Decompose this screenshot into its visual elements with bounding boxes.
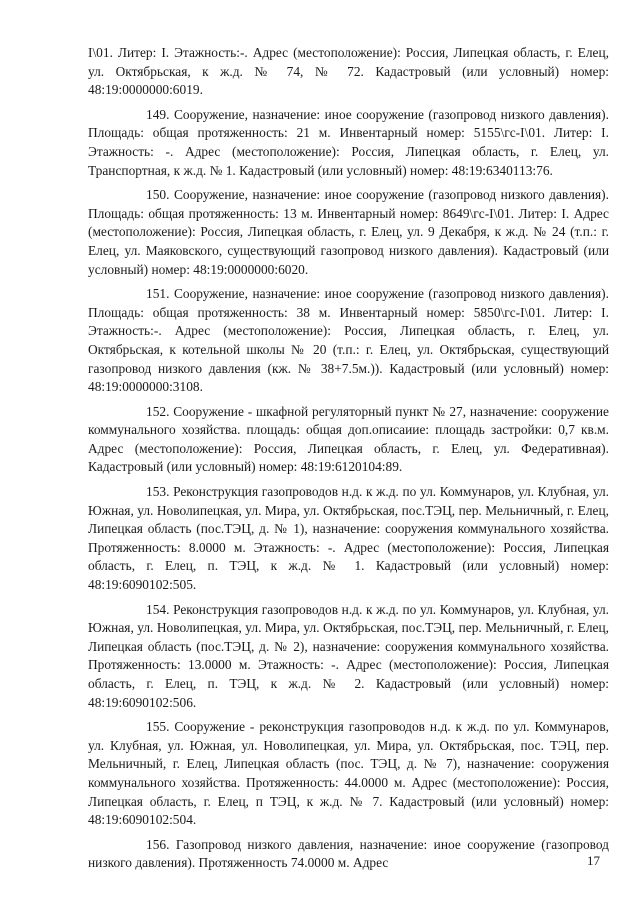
paragraph-item-153: 153. Реконструкция газопроводов н.д. к ж.д. по ул. Коммунаров, ул. Клубная, ул. Южная, ул. Новолипецкая, ул. Мира, ул. Октябрьская, пос.ТЭЦ, пер. Мельничный, г. Елец, Липецкая область (пос.ТЭЦ, д. № 1), назначение: сооружения коммунального хозяйства. Протяженность: 8.0000 м. Этажность: -. Адрес (местоположение): Россия, Липецкая область, г. Елец, п. ТЭЦ, к ж.д. № 1. Кадастровый (или условный) номер: 48:19:6090102:505. (88, 484, 609, 593)
document-body (88, 44, 609, 879)
paragraph-item-150: 150. Сооружение, назначение: иное сооружение (газопровод низкого давления). Площадь: общая протяженность: 13 м. Инвентарный номер: 8649\гс-I\01. Литер: I. Адрес (местоположение): Россия, Липецкая область, г. Елец, ул. 9 Декабря, к ж.д. № 24 (т.п.: г. Елец, ул. Маяковского, существующий газопровод низкого давления). Кадастровый (или условный) номер: 48:19:0000000:6020. (88, 187, 609, 277)
paragraph-item-149: 149. Сооружение, назначение: иное сооружение (газопровод низкого давления). Площадь: общая протяженность: 21 м. Инвентарный номер: 5155\гс-I\01. Литер: I. Этажность: -. Адрес (местоположение): Россия, Липецкая область, г. Елец, ул. Транспортная, к ж.д. № 1. Кадастровый (или условный) номер: 48:19:6340113:76. (88, 106, 609, 178)
paragraph-item-152: 152. Сооружение - шкафной регуляторный пункт № 27, назначение: сооружение коммунального хозяйства. площадь: общая доп.описаиие: площадь застройки: 0,7 кв.м. Адрес (местоположение): Россия, Липецкая область, г. Елец, ул. Федеративная). Кадастровый (или условный) номер: 48:19:6120104:89. (88, 403, 609, 475)
paragraph-continuation: I\01. Литер: I. Этажность:-. Адрес (местоположение): Россия, Липецкая область, г. Елец, ул. Октябрьская, к ж.д. № 74, № 72. Кадастровый (или условный) номер: 48:19:0000000:6019. (88, 45, 609, 98)
paragraph-item-151: 151. Сооружение, назначение: иное сооружение (газопровод низкого давления). Площадь: общая протяженность: 38 м. Инвентарный номер: 5850\гс-I\01. Литер: I. Этажность:-. Адрес (местоположение): Россия, Липецкая область, г. Елец, ул. Октябрьская, к котельной школы № 20 (т.п.: г. Елец, ул. Октябрьская, существующий газопровод низкого давления (кж. № 38+7.5м.)). Кадастровый (или условный) номер: 48:19:0000000:3108. (88, 286, 609, 395)
paragraph-item-156: 156. Газопровод низкого давления, назначение: иное сооружение (газопровод низкого давления). Протяженность 74.0000 м. Адрес (88, 836, 609, 871)
paragraph-item-155: 155. Сооружение - реконструкция газопроводов н.д. к ж.д. по ул. Коммунаров, ул. Клубная, ул. Южная, ул. Новолипецкая, ул. Мира, ул. Октябрьская, пос. ТЭЦ, пер. Мельничный, г. Елец, Липецкая область (пос. ТЭЦ, д. № 7), назначение: сооружения коммунального хозяйства. Протяженность: 44.0000 м. Адрес (местоположение): Россия, Липецкая область, г. Елец, п ТЭЦ, к ж.д. № 7. Кадастровый (или условный) номер: 48:19:6090102:504. (88, 719, 609, 828)
page-number: 17 (587, 853, 600, 868)
paragraph-item-154: 154. Реконструкция газопроводов н.д. к ж.д. по ул. Коммунаров, ул. Клубная, ул. Южная, ул. Новолипецкая, ул. Мира, ул. Октябрьская, пос.ТЭЦ, пер. Мельничный, г. Елец, Липецкая область (пос.ТЭЦ, д. № 2), назначение: сооружения коммунального хозяйства. Протяженность: 13.0000 м. Этажность: -. Адрес (местоположение): Россия, Липецкая область, г. Елец, п. ТЭЦ, к ж.д. № 2. Кадастровый (или условный) номер: 48:19:6090102:506. (88, 601, 609, 710)
